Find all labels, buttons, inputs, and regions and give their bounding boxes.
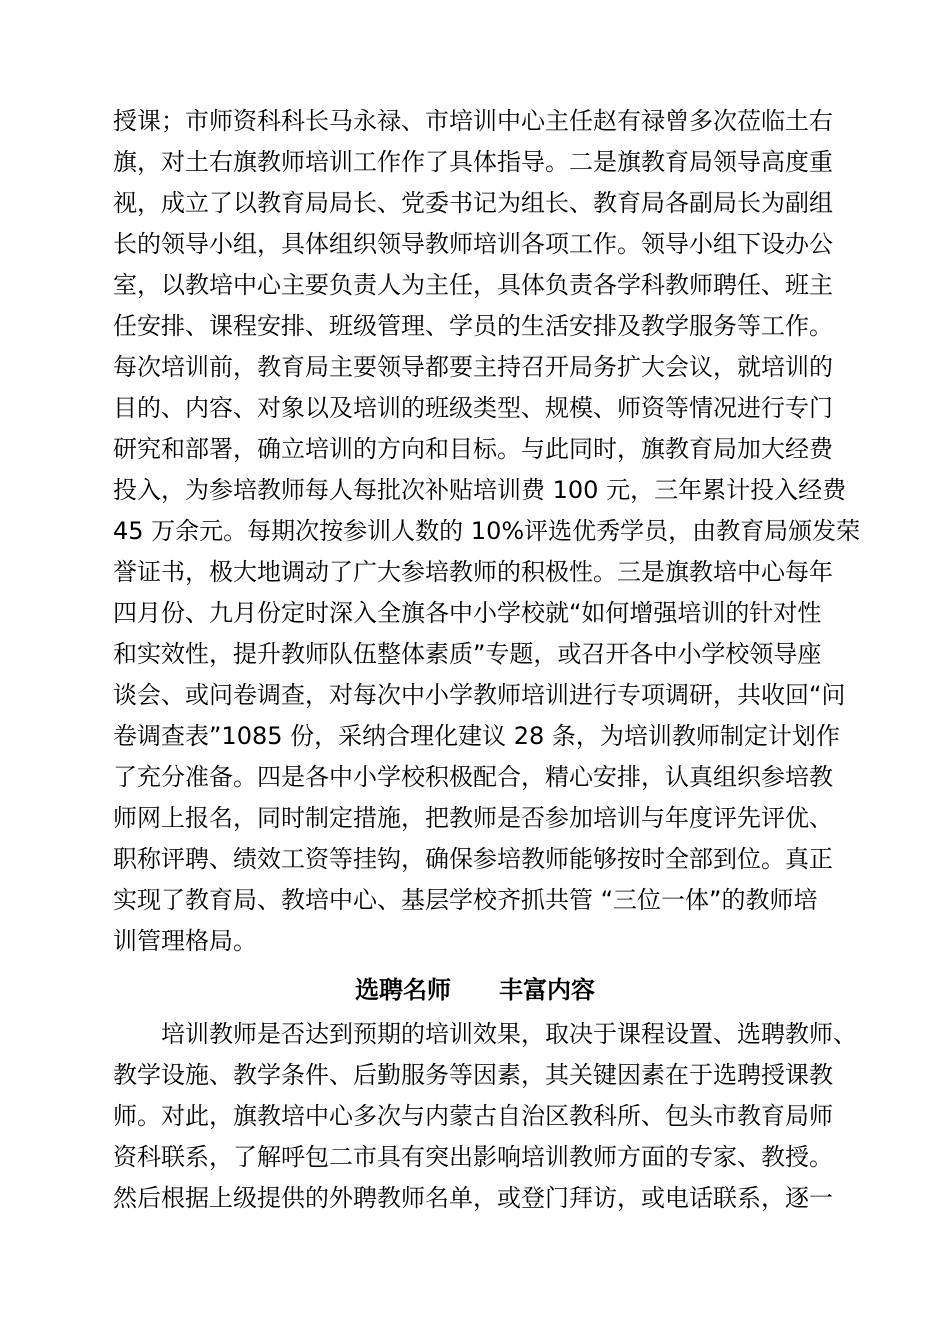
body-text-line: 谈会、或问卷调查，对每次中小学教师培训进行专项调研，共收回“问 <box>113 681 846 709</box>
body-text-line: 45 万余元。每期次按参训人数的 10%评选优秀学员，由教育局颁发荣 <box>113 517 861 545</box>
body-text-line: 师。对此，旗教培中心多次与内蒙古自治区教科所、包头市教育局师 <box>113 1102 833 1130</box>
body-text-line: 授课；市师资科科长马永禄、市培训中心主任赵有禄曾多次莅临土右 <box>113 107 833 135</box>
body-text-line: 和实效性，提升教师队伍整体素质”专题，或召开各中小学校领导座 <box>113 640 822 668</box>
body-text-line: 师网上报名，同时制定措施，把教师是否参加培训与年度评先评优、 <box>113 804 833 832</box>
body-text-line: 了充分准备。四是各中小学校积极配合，精心安排，认真组织参培教 <box>113 763 833 791</box>
body-text-line: 每次培训前，教育局主要领导都要主持召开局务扩大会议，就培训的 <box>113 353 833 381</box>
body-text-line: 长的领导小组，具体组织领导教师培训各项工作。领导小组下设办公 <box>113 230 833 258</box>
body-text-line: 誉证书，极大地调动了广大参培教师的积极性。三是旗教培中心每年 <box>113 558 833 586</box>
body-text-line: 旗，对土右旗教师培训工作作了具体指导。二是旗教育局领导高度重 <box>113 148 833 176</box>
body-text-line: 研究和部署，确立培训的方向和目标。与此同时，旗教育局加大经费 <box>113 435 833 463</box>
body-text-line: 室，以教培中心主要负责人为主任，具体负责各学科教师聘任、班主 <box>113 271 833 299</box>
body-text-line: 目的、内容、对象以及培训的班级类型、规模、师资等情况进行专门 <box>113 394 833 422</box>
body-text-line: 投入，为参培教师每人每批次补贴培训费 100 元，三年累计投入经费 <box>113 476 847 504</box>
body-text-line: 卷调查表”1085 份，采纳合理化建议 28 条，为培训教师制定计划作 <box>113 722 840 750</box>
body-text-line: 四月份、九月份定时深入全旗各中小学校就“如何增强培训的针对性 <box>113 599 822 627</box>
body-text-line: 训管理格局。 <box>113 927 257 955</box>
section-heading: 选聘名师 丰富内容 <box>355 976 595 1004</box>
body-text-line: 视，成立了以教育局局长、党委书记为组长、教育局各副局长为副组 <box>113 189 833 217</box>
body-text-line: 教学设施、教学条件、后勤服务等因素，其关键因素在于选聘授课教 <box>113 1061 833 1089</box>
body-text-line: 任安排、课程安排、班级管理、学员的生活安排及教学服务等工作。 <box>113 312 833 340</box>
body-text-line: 实现了教育局、教培中心、基层学校齐抓共管 “三位一体”的教师培 <box>113 886 818 914</box>
body-text-line: 培训教师是否达到预期的培训效果，取决于课程设置、选聘教师、 <box>113 1020 857 1048</box>
body-text-line: 资科联系，了解呼包二市具有突出影响培训教师方面的专家、教授。 <box>113 1143 833 1171</box>
body-text-line: 职称评聘、绩效工资等挂钩，确保参培教师能够按时全部到位。真正 <box>113 845 833 873</box>
body-text-line: 然后根据上级提供的外聘教师名单，或登门拜访，或电话联系，逐一 <box>113 1184 833 1212</box>
